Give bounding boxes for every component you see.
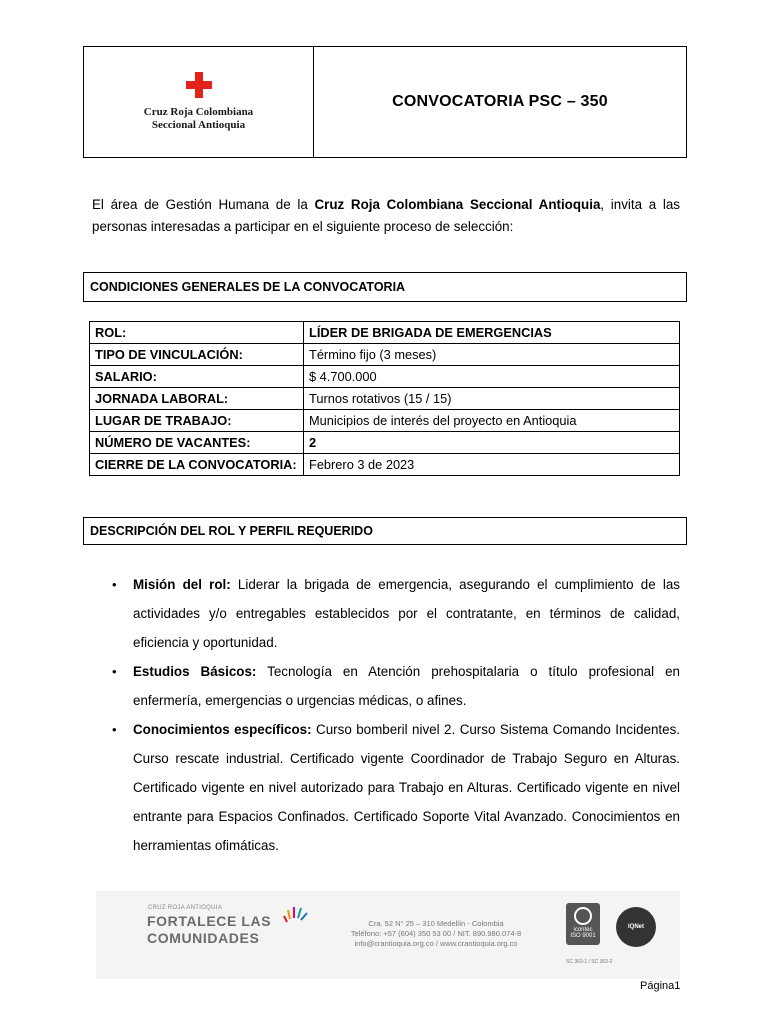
footer-contact: [326, 919, 546, 949]
row-label: JORNADA LABORAL:: [90, 388, 304, 410]
intro-part-1: El área de Gestión Humana de la: [92, 197, 315, 212]
footer-address: Cra. 52 N° 25 – 310 Medellín - Colombia: [368, 919, 504, 928]
table-row: [90, 322, 680, 344]
list-item: [112, 715, 680, 860]
row-label: CIERRE DE LA CONVOCATORIA:: [90, 454, 304, 476]
conditions-heading: CONDICIONES GENERALES DE LA CONVOCATORIA: [83, 272, 687, 302]
bullet-text: Curso bomberil nivel 2. Curso Sistema Comando Incidentes. Curso rescate industrial. Certificado vigente Coordinador de Trabajo Seguro en Alturas. Certificado vigente en nivel autorizado para Trabajo en Alturas. Certificado vigente en nivel entrante para Espacios Confinados. Certificado Soporte Vital Avanzado. Conocimientos en herramientas ofimáticas.: [133, 722, 680, 853]
icontec-iso: ISO 9001: [570, 933, 596, 939]
conditions-table: [89, 321, 680, 476]
row-value: Término fijo (3 meses): [304, 344, 680, 366]
icontec-seal: [566, 903, 600, 945]
sunburst-icon: [283, 902, 309, 928]
row-label: LUGAR DE TRABAJO:: [90, 410, 304, 432]
row-label: ROL:: [90, 322, 304, 344]
table-row: [90, 388, 680, 410]
intro-part-2: , invita a las personas interesadas a participar en el siguiente proceso de selección:: [92, 197, 680, 234]
row-value: 2: [304, 432, 680, 454]
row-value: Turnos rotativos (15 / 15): [304, 388, 680, 410]
document-title: CONVOCATORIA PSC – 350: [392, 93, 608, 110]
footer-banner: [96, 891, 680, 979]
document-header: [83, 46, 687, 158]
red-cross-icon: [186, 72, 212, 98]
table-row: [90, 454, 680, 476]
footer-slogan-1: FORTALECE LAS: [147, 913, 272, 929]
icontec-ring-icon: [574, 907, 592, 925]
list-item: [112, 657, 680, 715]
bullet-icon: •: [112, 664, 117, 679]
table-row: [90, 432, 680, 454]
table-row: [90, 344, 680, 366]
bullet-text: Liderar la brigada de emergencia, asegurando el cumplimiento de las actividades y/o entregables establecidos por el contratante, en términos de calidad, eficiencia y oportunidad.: [133, 577, 680, 650]
table-row: [90, 410, 680, 432]
table-row: [90, 366, 680, 388]
footer-phone: Teléfono: +57 (604) 350 53 00 / NIT. 890.980.074-8: [350, 929, 522, 938]
row-label: SALARIO:: [90, 366, 304, 388]
bullet-label: Estudios Básicos:: [133, 664, 257, 679]
bullet-icon: •: [112, 722, 117, 737]
logo-line-1: Cruz Roja Colombiana: [143, 106, 254, 118]
bullet-label: Misión del rol:: [133, 577, 231, 592]
footer-slogan-2: COMUNIDADES: [147, 930, 260, 946]
bullet-text: Tecnología en Atención prehospitalaria o título profesional en enfermería, emergencias o urgencias médicas, o afines.: [133, 664, 680, 708]
icontec-name: icontec: [573, 927, 593, 933]
icontec-codes: SC 363-1 / SC 363-2: [566, 959, 613, 965]
row-value: Febrero 3 de 2023: [304, 454, 680, 476]
row-value: $ 4.700.000: [304, 366, 680, 388]
intro-organization: Cruz Roja Colombiana Seccional Antioquia: [314, 197, 601, 212]
bullet-label: Conocimientos específicos:: [133, 722, 312, 737]
bullet-icon: •: [112, 577, 117, 592]
logo-line-2: Seccional Antioquia: [151, 119, 246, 131]
footer-web: info@crantioquia.org.co / www.crantioquia.org.co: [354, 939, 518, 948]
row-value: Municipios de interés del proyecto en Antioquia: [304, 410, 680, 432]
footer-org-small: CRUZ ROJA ANTIOQUIA: [148, 905, 223, 911]
list-item: [112, 570, 680, 657]
organization-logo: [84, 47, 314, 157]
row-label: NÚMERO DE VACANTES:: [90, 432, 304, 454]
requirements-list: [112, 570, 680, 860]
intro-paragraph: [92, 194, 680, 238]
page-number: Página1: [640, 980, 681, 992]
row-value: LÍDER DE BRIGADA DE EMERGENCIAS: [304, 322, 680, 344]
iqnet-seal: IQNet: [616, 907, 656, 947]
description-heading: DESCRIPCIÓN DEL ROL Y PERFIL REQUERIDO: [83, 517, 687, 545]
row-label: TIPO DE VINCULACIÓN:: [90, 344, 304, 366]
